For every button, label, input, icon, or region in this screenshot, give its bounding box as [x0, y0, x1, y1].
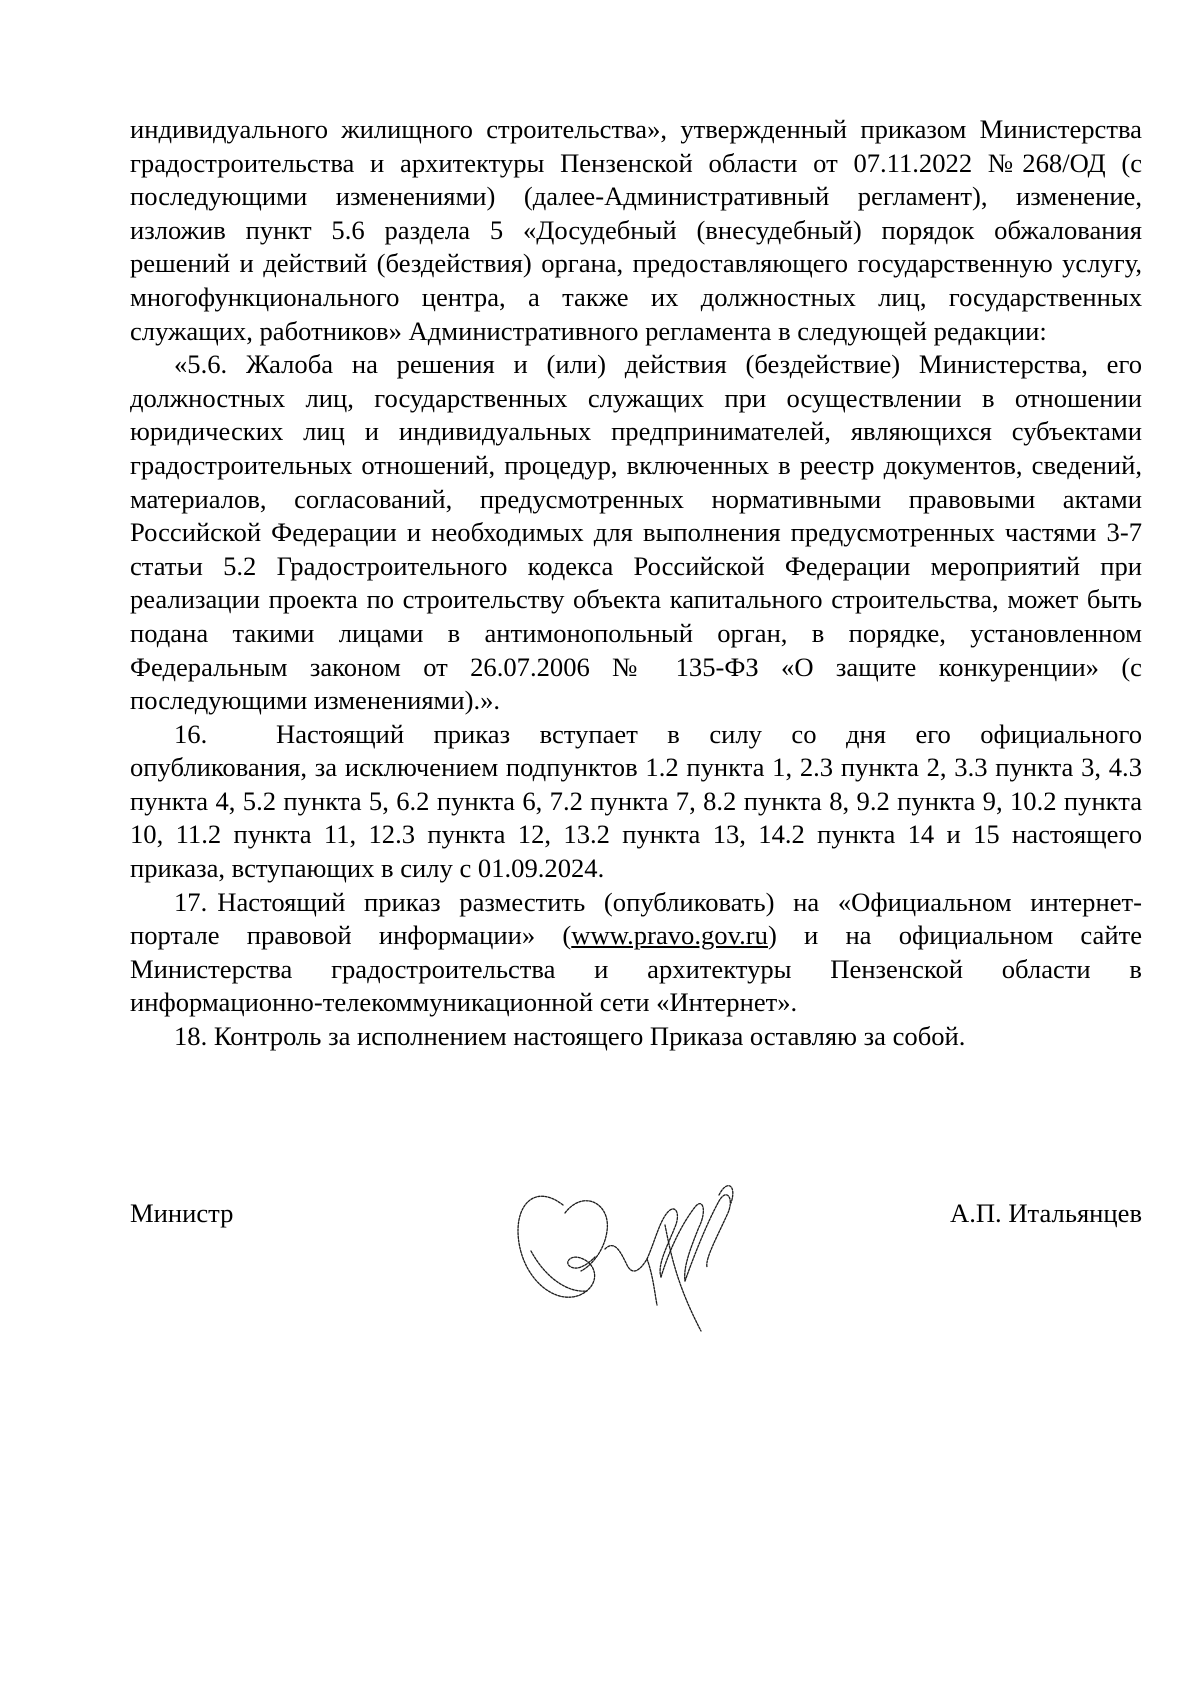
paragraph-item-17	[130, 886, 1142, 1020]
item-number-17: 17.	[174, 886, 208, 917]
item-17-text-before: Настоящий приказ разместить (опубликовать) на «Официальном интернет-портале правовой информации» (	[130, 886, 1142, 951]
paragraph-item-16	[130, 718, 1142, 886]
signer-name: А.П. Итальянцев	[950, 1198, 1142, 1228]
item-17-text-after: ) и на официальном сайте Министерства градостроительства и архитектуры Пензенской области в информационно-телекоммуникационной сети «Интернет».	[130, 920, 1142, 1018]
item-16-text: Настоящий приказ вступает в силу со дня его официального опубликования, за исключением подпунктов 1.2 пункта 1, 2.3 пункта 2, 3.3 пункта 3, 4.3 пункта 4, 5.2 пункта 5, 6.2 пункта 6, 7.2 пункта 7, 8.2 пункта 8, 9.2 пункта 9, 10.2 пункта 10, 11.2 пункта 11, 12.3 пункта 12, 13.2 пункта 13, 14.2 пункта 14 и 15 настоящего приказа, вступающих в силу с 01.09.2024.	[130, 718, 1142, 884]
handwritten-signature	[505, 1155, 765, 1335]
pravo-gov-link[interactable]: www.pravo.gov.ru	[571, 920, 768, 951]
paragraph-regulation-amendment: индивидуального жилищного строительства», утвержденный приказом Министерства градостроительства и архитектуры Пензенской области от 07.11.2022 №268/ОД (с последующими изменениями) (далее-Административный регламент), изменение, изложив пункт 5.6 раздела 5 «Досудебный (внесудебный) порядок обжалования решений и действий (бездействия) органа, предоставляющего государственную услугу, многофункционального центра, а также их должностных лиц, государственных служащих, работников» Административного регламента в следующей редакции:	[130, 114, 1142, 346]
paragraph-clause-5-6: «5.6. Жалоба на решения и (или) действия (бездействие) Министерства, его должностных лиц, государственных служащих при осуществлении в отношении юридических лиц и индивидуальных предпринимателей, являющихся субъектами градостроительных отношений, процедур, включенных в реестр документов, сведений, материалов, согласований, предусмотренных нормативными правовыми актами Российской Федерации и необходимых для выполнения предусмотренных частями 3-7 статьи 5.2 Градостроительного кодекса Российской Федерации мероприятий при реализации проекта по строительству объекта капитального строительства, может быть подана такими лицами в антимонопольный орган, в порядке, установленном Федеральным законом от 26.07.2006 № 135-ФЗ «О защите конкуренции» (с последующими изменениями).».	[130, 349, 1142, 716]
document-body	[130, 113, 1142, 1054]
paragraph-item-18: 18. Контроль за исполнением настоящего Приказа оставляю за собой.	[174, 1021, 966, 1052]
signer-position: Министр	[130, 1198, 234, 1228]
item-number-16: 16.	[174, 718, 208, 749]
